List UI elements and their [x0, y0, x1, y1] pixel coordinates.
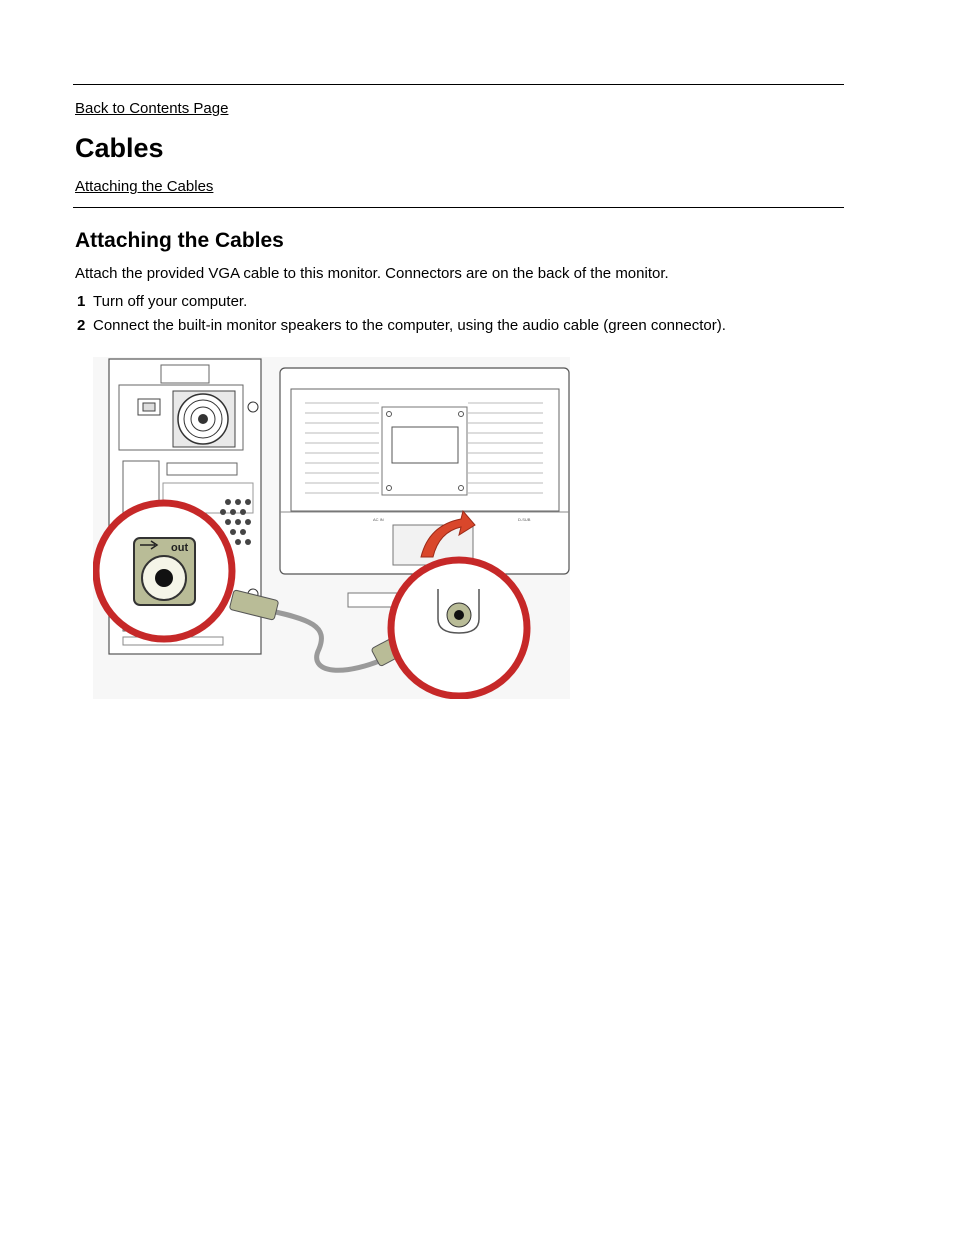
back-to-contents-link[interactable]: Back to Contents Page: [75, 100, 229, 117]
page-title: Cables: [75, 133, 164, 163]
audio-out-label: out: [171, 542, 189, 554]
step-2: [77, 317, 726, 334]
computer-audio-out-callout: [96, 503, 232, 639]
ac-in-port-label: AC IN: [373, 517, 384, 522]
d-sub-port-label: D-SUB: [518, 517, 531, 522]
intro-paragraph: Attach the provided VGA cable to this monitor. Connectors are on the back of the monitor.: [75, 265, 669, 282]
toc-attaching-cables-link[interactable]: Attaching the Cables: [75, 178, 214, 195]
step-text: Connect the built-in monitor speakers to the computer, using the audio cable (green connector).: [93, 317, 726, 334]
step-1: [77, 293, 247, 310]
monitor-audio-in-callout: [391, 560, 527, 696]
step-number: 2: [77, 317, 86, 334]
top-rule: [73, 84, 844, 85]
step-text: Turn off your computer.: [93, 293, 248, 310]
section-heading: Attaching the Cables: [75, 229, 284, 252]
step-number: 1: [77, 293, 86, 310]
cable-connection-illustration: [93, 357, 570, 699]
section-rule: [73, 207, 844, 208]
